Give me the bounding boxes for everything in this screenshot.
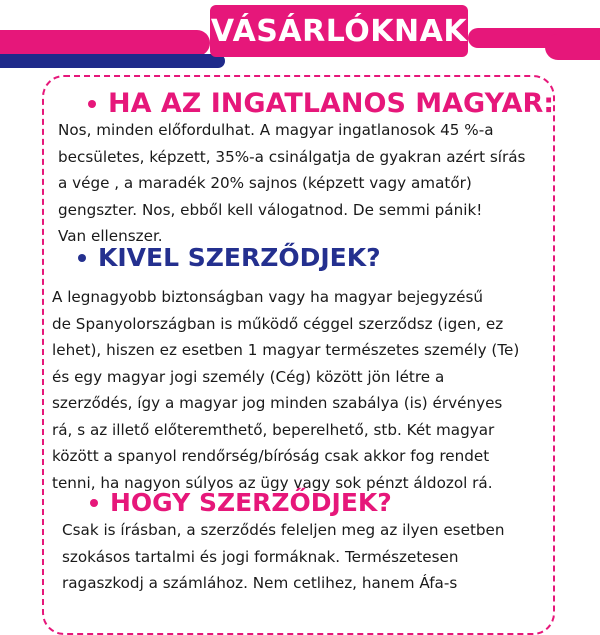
section-heading-ingatlanos (88, 88, 554, 119)
section-heading-hogy (90, 488, 392, 517)
section-heading-text: HOGY SZERZŐDJEK? (110, 488, 392, 517)
bullet-icon (78, 254, 86, 262)
section-heading-text: HA AZ INGATLANOS MAGYAR: (108, 88, 555, 119)
page-title: VÁSÁRLÓKNAK (210, 13, 468, 49)
header-badge (210, 5, 468, 57)
bullet-icon (88, 100, 96, 108)
bullet-icon (90, 499, 98, 507)
section-body-kivel: A legnagyobb biztonságban vagy ha magyar bejegyzésű de Spanyolországban is működő céggel szerződsz (igen, ez lehet), hiszen ez esetben 1 magyar természetes személy (Te) és egy magyar jogi személy (Cég) között jön létre a szerződés, így a magyar jog minden szabálya (is) érvényes rá, s az illető előteremthető, beperelhető, stb. Két magyar között a spanyol rendőrség/bíróság csak akkor fog rendet tenni, ha nagyon súlyos az ügy vagy sok pénzt áldozol rá. (52, 288, 520, 492)
section-body-ingatlanos: Nos, minden előfordulhat. A magyar ingatlanosok 45 %-a becsületes, képzett, 35%-a csinálgatja de gyakran azért sírás a vége , a maradék 20% sajnos (képzett vagy amatőr) gengszter. Nos, ebből kell válogatnod. De semmi pánik! Van ellenszer. (58, 121, 526, 245)
decorative-stripe-pink-right-lower (545, 34, 600, 60)
section-heading-kivel (78, 243, 381, 272)
section-heading-text: KIVEL SZERZŐDJEK? (98, 243, 381, 272)
section-body-hogy: Csak is írásban, a szerződés feleljen meg az ilyen esetben szokásos tartalmi és jogi formáknak. Természetesen ragaszkodj a számlához. Nem cetlihez, hanem Áfa-s (62, 521, 505, 592)
decorative-stripe-navy-left (0, 54, 225, 68)
decorative-stripe-pink-left (0, 30, 210, 56)
